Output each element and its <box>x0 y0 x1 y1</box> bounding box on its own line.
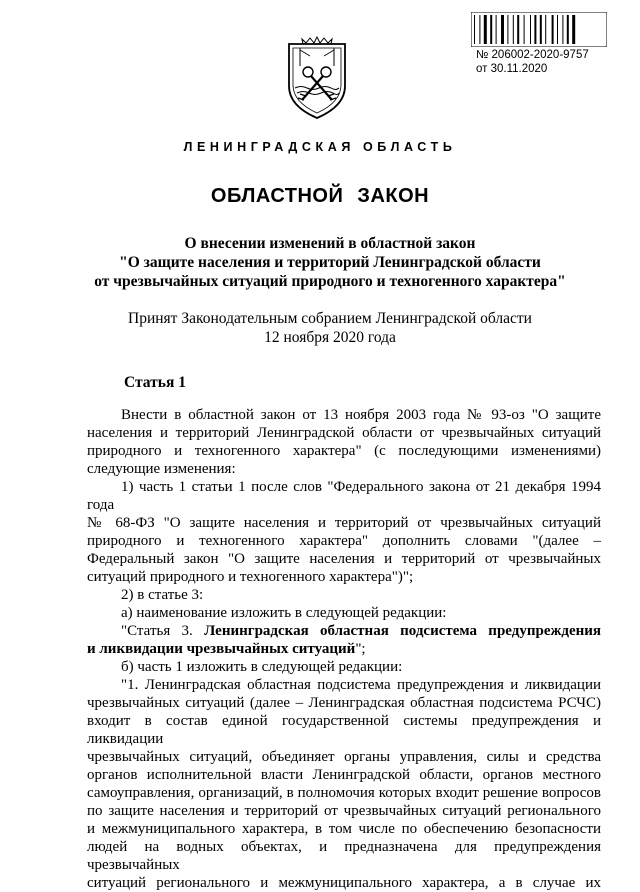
body-line: входит в состав единой государственной системы предупреждения и ликвидации <box>87 713 601 747</box>
barcode-bar <box>562 15 563 44</box>
body-line: "1. Ленинградская областная подсистема предупреждения и ликвидации <box>121 677 601 693</box>
region-heading: ЛЕНИНГРАДСКАЯ ОБЛАСТЬ <box>183 140 457 154</box>
registration-number: № 206002-2020-9757 <box>476 49 589 61</box>
barcode <box>471 12 607 47</box>
body-line: по защите населения и территорий от чрезвычайных ситуаций регионального <box>87 803 601 819</box>
title-line: "О защите населения и территорий Ленинградской области <box>119 254 541 271</box>
barcode-bar <box>517 15 519 44</box>
barcode-bar <box>496 15 497 44</box>
barcode-bar <box>524 15 525 44</box>
coat-of-arms-emblem <box>286 36 348 120</box>
barcode-bar <box>567 15 569 44</box>
body-text: "Статья 3. <box>121 623 205 639</box>
barcode-bar <box>490 15 492 44</box>
body-line: а) наименование изложить в следующей редакции: <box>121 605 447 621</box>
article-name-bold: и ликвидации чрезвычайных ситуаций <box>87 641 356 657</box>
body-line <box>87 640 601 658</box>
body-line: № 68-ФЗ "О защите населения и территорий от чрезвычайных ситуаций <box>87 515 601 531</box>
body-line: 2) в статье 3: <box>121 587 204 603</box>
law-title <box>60 234 600 291</box>
barcode-bar <box>557 15 558 44</box>
barcode-bar <box>572 15 575 44</box>
barcode-bar <box>479 15 480 44</box>
body-line: органов исполнительной власти Ленинградской области, органов местного <box>87 767 601 783</box>
barcode-bar <box>474 15 475 44</box>
barcode-bar <box>513 15 514 44</box>
barcode-bar <box>552 15 554 44</box>
barcode-bar <box>507 15 508 44</box>
adoption-line: Принят Законодательным собранием Ленинградской области <box>128 310 532 327</box>
barcode-bar <box>545 15 546 44</box>
body-line: природного и техногенного характера" (с последующими изменениями) <box>87 443 601 459</box>
body-line: следующие изменения: <box>87 461 236 477</box>
body-line: природного и техногенного характера" дополнить словами "(далее – <box>87 533 601 549</box>
body-line: б) часть 1 изложить в следующей редакции: <box>121 659 403 675</box>
article-heading: Статья 1 <box>124 374 186 391</box>
body-line: и межмуниципального характера, в том числе по обеспечению безопасности <box>87 821 601 837</box>
barcode-bar <box>530 15 531 44</box>
body-line: чрезвычайных ситуаций (далее – Ленинградская областная подсистема РСЧС) <box>87 695 601 711</box>
body-line <box>87 622 601 640</box>
adoption-line: 12 ноября 2020 года <box>264 329 396 346</box>
article-name-bold: Ленинградская областная подсистема предупреждения <box>204 623 602 639</box>
body-line: ситуаций природного и техногенного характера")"; <box>87 569 414 585</box>
barcode-bar <box>501 15 504 44</box>
body-line: самоуправления, организаций, в полномочия которых входит решение вопросов <box>87 785 601 801</box>
body-line: чрезвычайных ситуаций, объединяет органы управления, силы и средства <box>87 749 601 765</box>
article-body <box>87 406 601 892</box>
body-line: людей на водных объектах, и предназначена для предупреждения чрезвычайных <box>87 839 601 873</box>
barcode-bar <box>534 15 536 44</box>
document-type-heading: ОБЛАСТНОЙ ЗАКОН <box>210 185 430 207</box>
body-text: "; <box>355 641 366 657</box>
adoption-note <box>60 309 600 347</box>
body-line: Внести в областной закон от 13 ноября 2003 года № 93-оз "О защите <box>121 407 601 423</box>
body-line: ситуаций регионального и межмуниципального характера, а в случае их <box>87 875 601 891</box>
registration-date: от 30.11.2020 <box>476 63 548 75</box>
registration-info <box>476 48 589 76</box>
body-line: населения и территорий Ленинградской области от чрезвычайных ситуаций <box>87 425 601 441</box>
title-line: О внесении изменений в областной закон <box>184 235 476 252</box>
body-line: Федеральный закон "О защите населения и территорий от чрезвычайных <box>87 551 601 567</box>
barcode-bar <box>540 15 542 44</box>
body-line: 1) часть 1 статьи 1 после слов "Федерального закона от 21 декабря 1994 года <box>87 479 601 513</box>
title-line: от чрезвычайных ситуаций природного и техногенного характера" <box>94 273 566 290</box>
barcode-bar <box>484 15 487 44</box>
